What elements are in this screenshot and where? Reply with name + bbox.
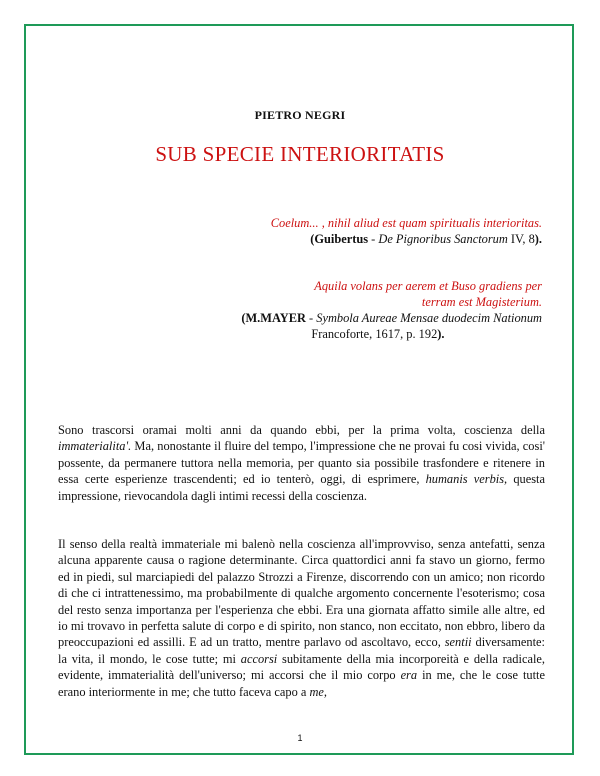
epigraph-1-work: De Pignoribus Sanctorum — [378, 232, 508, 246]
epigraph-1-quote: Coelum... , nihil aliud est quam spiritualis interioritas. — [270, 216, 542, 230]
epigraph-2-source — [231, 310, 542, 342]
body-paragraph-2 — [58, 536, 545, 700]
paragraph-2-text-2: diversamente: la vita, il mondo, le cose tutte; mi — [58, 635, 545, 666]
page-title: SUB SPECIE INTERIORITATIS — [155, 142, 445, 166]
epigraph-2-quote-line-2: terram est Magisterium. — [421, 295, 542, 309]
author-name: PIETRO NEGRI — [254, 108, 346, 122]
epigraph-1-source — [271, 231, 542, 247]
epigraph-2-reference: Francoforte, 1617, p. 192 — [311, 327, 438, 341]
paragraph-2-text-3: subitamente della mia incorporeità e della radicale, evidente, immaterialità dell'universo; mi accorsi che il mio corpo — [58, 651, 545, 683]
paragraph-1-text-2: Ma, nonostante il fluire del tempo, l'impressione che ne provai fu cosi vivida, cosi' possente, da permanere tuttora nella memoria, per quanto sia possibile trasfondere e ritenere in essa certe esperienze trascendenti; ed io tenterò, oggi, di esprimere, — [58, 439, 545, 487]
paragraph-1-text-1: Sono trascorsi oramai molti anni da quando ebbi, per la prima volta, coscienza della — [58, 423, 545, 437]
epigraph-2-separator: - — [305, 311, 317, 325]
paragraph-2-emphasis-2: accorsi — [240, 651, 278, 666]
epigraph-1-close: ). — [534, 232, 542, 246]
epigraph-1-author: Guibertus — [314, 232, 369, 246]
epigraph-2-close: ). — [437, 327, 445, 341]
epigraph-2-quote-line-1: Aquila volans per aerem et Buso gradiens per — [314, 279, 542, 293]
page-number: 1 — [297, 733, 303, 743]
epigraph-1-separator: - — [368, 232, 379, 246]
paragraph-1-text-3: questa impressione, rievocandola dagli intimi recessi della coscienza. — [58, 472, 545, 503]
paragraph-2-text-4: in me, che le cose tutte erano interiormente in me; che tutto faceva capo a — [58, 668, 545, 699]
paragraph-2-text-1: Il senso della realtà immateriale mi balenò nella coscienza all'improvviso, senza antefatti, senza alcuna apparente causa o ragione determinante. Circa quattordici anni fa stavo un giorno, fermo ed in piedi, sul marciapiedi del palazzo Strozzi a Firenze, discorrendo con un amico; non ricordo di che ci intrattenessimo, ma probabilmente di qualche argomento concernente l'esoterismo; cosa del resto senza importanza per l'esperienza che ebbi. Era una giornata affatto simile alle altre, ed io mi trovavo in perfetta salute di corpo e di spirito, non stanco, non eccitato, non ebbro, libero da preoccupazioni ed assilli. E ad un tratto, mentre parlavo od ascoltavo, ecco, — [58, 537, 545, 650]
epigraph-1-reference: IV, 8 — [507, 232, 535, 246]
epigraph-2 — [231, 278, 542, 342]
paragraph-2-emphasis-4: me, — [309, 684, 328, 699]
epigraph-1-open: ( — [310, 232, 315, 246]
epigraph-1 — [271, 215, 542, 247]
body-paragraph-1 — [58, 422, 545, 504]
paragraph-1-emphasis-2: humanis verbis, — [425, 472, 508, 487]
epigraph-2-work: Symbola Aureae Mensae duodecim Nationum — [316, 311, 542, 325]
paragraph-2-emphasis-1: sentii — [444, 635, 472, 650]
paragraph-1-emphasis-1: immaterialita'. — [58, 439, 132, 454]
paragraph-2-emphasis-3: era — [400, 668, 418, 683]
epigraph-2-author: (M.MAYER — [241, 311, 306, 325]
